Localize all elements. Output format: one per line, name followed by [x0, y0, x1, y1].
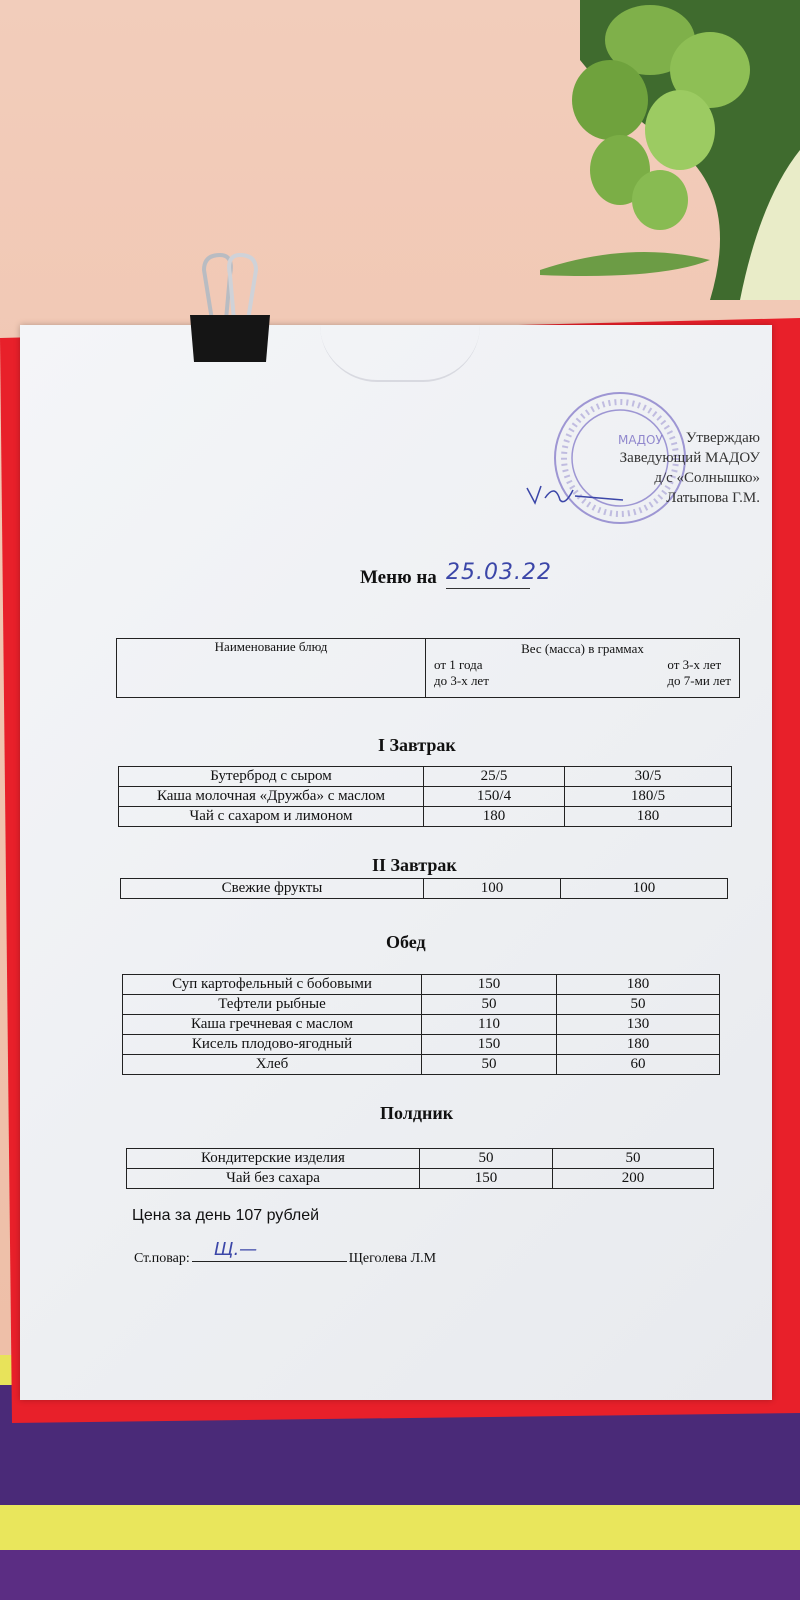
weight1-cell: 150	[422, 1035, 557, 1055]
table-row	[123, 1035, 720, 1055]
weight1-cell: 50	[420, 1149, 553, 1169]
dish-cell: Каша гречневая с маслом	[123, 1015, 422, 1035]
weight1-cell: 110	[422, 1015, 557, 1035]
director-signature	[525, 478, 625, 508]
weight2-cell: 60	[557, 1055, 720, 1075]
breakfast2-table	[120, 878, 728, 899]
approval-line3: д/с «Солнышко»	[654, 470, 760, 486]
daily-price: Цена за день 107 рублей	[132, 1207, 320, 1224]
cook-signature-line	[134, 1239, 437, 1267]
header-table	[116, 638, 740, 698]
header-age1	[434, 657, 489, 689]
dish-cell: Суп картофельный с бобовыми	[123, 975, 422, 995]
header-age1-line1: от 1 года	[434, 657, 483, 672]
weight2-cell: 180	[557, 975, 720, 995]
cook-label: Ст.повар:	[134, 1251, 190, 1266]
weight1-cell: 150	[422, 975, 557, 995]
snack-table	[126, 1148, 714, 1189]
weight1-cell: 25/5	[424, 767, 565, 787]
cook-signature-underline	[192, 1239, 347, 1262]
dish-cell: Чай с сахаром и лимоном	[119, 807, 424, 827]
table-row	[123, 1055, 720, 1075]
header-age2	[667, 657, 731, 689]
menu-title: Меню на	[360, 567, 437, 588]
table-row	[123, 975, 720, 995]
breakfast1-table	[118, 766, 732, 827]
table-row	[119, 787, 732, 807]
table-row	[127, 1169, 714, 1189]
header-age2-line2: до 7-ми лет	[667, 673, 731, 688]
dish-cell: Бутерброд с сыром	[119, 767, 424, 787]
dish-cell: Каша молочная «Дружба» с маслом	[119, 787, 424, 807]
weight1-cell: 50	[422, 1055, 557, 1075]
weight1-cell: 50	[422, 995, 557, 1015]
section-title-breakfast1: I Завтрак	[378, 735, 456, 755]
svg-text:МАДОУ: МАДОУ	[618, 433, 663, 447]
purple-band-lower	[0, 1550, 800, 1600]
weight2-cell: 50	[553, 1149, 714, 1169]
dish-cell: Тефтели рыбные	[123, 995, 422, 1015]
weight2-cell: 180	[565, 807, 732, 827]
artichoke-image	[380, 0, 800, 300]
table-row	[121, 879, 728, 899]
weight1-cell: 150/4	[424, 787, 565, 807]
table-row	[123, 995, 720, 1015]
dish-cell: Кисель плодово-ягодный	[123, 1035, 422, 1055]
approval-block	[620, 428, 760, 508]
table-row	[127, 1149, 714, 1169]
approval-line4: Латыпова Г.М.	[666, 490, 760, 506]
yellow-band-lower	[0, 1505, 800, 1550]
approval-line1: Утверждаю	[685, 430, 760, 446]
weight2-cell: 100	[561, 879, 728, 899]
weight2-cell: 200	[553, 1169, 714, 1189]
weight1-cell: 150	[420, 1169, 553, 1189]
dish-cell: Хлеб	[123, 1055, 422, 1075]
binder-clip-icon	[190, 250, 270, 365]
header-dish-label: Наименование блюд	[214, 639, 328, 654]
weight1-cell: 100	[424, 879, 561, 899]
header-weight-label: Вес (масса) в граммах	[521, 641, 644, 656]
cook-name: Щеголева Л.М	[348, 1251, 437, 1266]
section-title-snack: Полдник	[380, 1103, 454, 1123]
section-title-lunch: Обед	[386, 932, 426, 952]
lunch-table	[122, 974, 720, 1075]
weight2-cell: 50	[557, 995, 720, 1015]
weight2-cell: 130	[557, 1015, 720, 1035]
header-age2-line1: от 3-х лет	[667, 657, 722, 672]
table-row	[123, 1015, 720, 1035]
weight2-cell: 180/5	[565, 787, 732, 807]
header-age1-line2: до 3-х лет	[434, 673, 489, 688]
date-underline	[446, 588, 530, 589]
cook-signature: Щ.—	[213, 1239, 258, 1260]
table-row	[119, 807, 732, 827]
header-dish-cell	[117, 639, 426, 698]
weight2-cell: 30/5	[565, 767, 732, 787]
table-row	[119, 767, 732, 787]
section-title-breakfast2: II Завтрак	[372, 855, 457, 875]
menu-date: 25.03.22	[446, 560, 552, 585]
dish-cell: Кондитерские изделия	[127, 1149, 420, 1169]
header-weight-cell	[426, 639, 740, 698]
weight2-cell: 180	[557, 1035, 720, 1055]
approval-line2: Заведующий МАДОУ	[619, 450, 760, 466]
weight1-cell: 180	[424, 807, 565, 827]
dish-cell: Чай без сахара	[127, 1169, 420, 1189]
dish-cell: Свежие фрукты	[121, 879, 424, 899]
